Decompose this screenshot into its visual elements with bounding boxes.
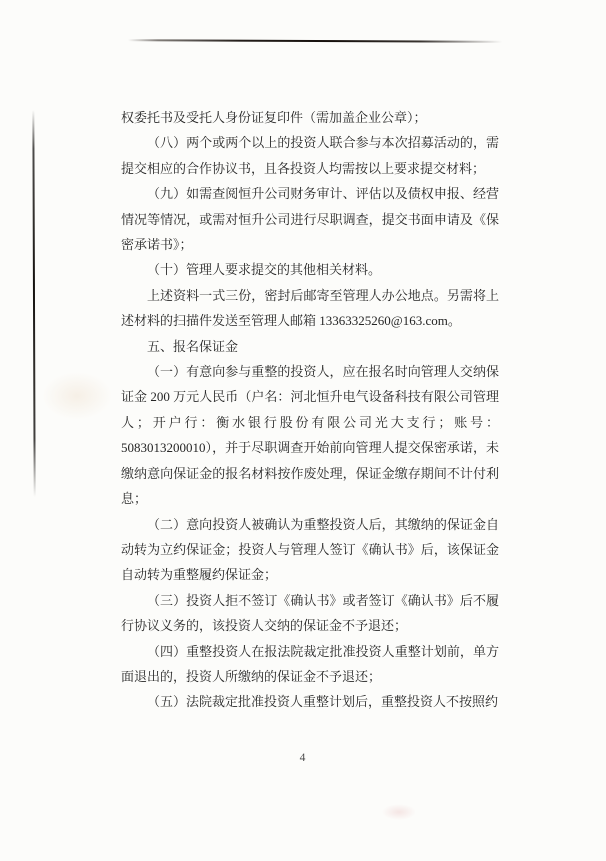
scan-artifact-left-line xyxy=(32,110,35,497)
paragraph-mailing-instructions: 上述资料一式三份，密封后邮寄至管理人办公地点。另需将上述材料的扫描件发送至管理人邮箱 13363325260@163.com。 xyxy=(121,287,499,329)
paragraph-deposit-item-5: （五）法院裁定批准投资人重整计划后，重整投资人不按照约 xyxy=(147,694,499,710)
scan-artifact-top-line xyxy=(128,39,502,43)
paragraph-item-8: （八）两个或两个以上的投资人联合参与本次招募活动的，需提交相应的合作协议书，且各投资人均需按以上要求提交材料； xyxy=(121,135,499,176)
scan-smudge xyxy=(382,804,416,820)
paragraph-deposit-item-4: （四）重整投资人在报法院裁定批准投资人重整计划前，单方面退出的，投资人所缴纳的保证金不予退还； xyxy=(121,643,499,684)
paragraph-deposit-item-2: （二）意向投资人被确认为重整投资人后，其缴纳的保证金自动转为立约保证金；投资人与管理人签订《确认书》后，该保证金自动转为重整履约保证金； xyxy=(121,516,499,583)
paragraph-continuation: 权委托书及受托人身份证复印件（需加盖企业公章）； xyxy=(121,110,427,125)
paragraph-deposit-item-3: （三）投资人拒不签订《确认书》或者签订《确认书》后不履行协议义务的，该投资人交纳的保证金不予退还； xyxy=(121,592,499,634)
page-number: 4 xyxy=(299,752,307,764)
document-text-block xyxy=(121,105,499,715)
paragraph-deposit-item-1: （一）有意向参与重整的投资人，应在报名时向管理人交纳保证金 200 万元人民币（户名：河北恒升电气设备科技有限公司管理人；开户行：衡水银行股份有限公司光大支行；账号：5083013200010），并于尽职调查开始前向管理人提交保密承诺，未缴纳意向保证金的报名材料按作废处理，保证金缴存期间不计付利息； xyxy=(121,364,499,507)
section-heading-deposit: 五、报名保证金 xyxy=(147,338,239,354)
paragraph-item-10: （十）管理人要求提交的其他相关材料。 xyxy=(147,262,382,278)
scan-smudge xyxy=(42,372,112,420)
paragraph-item-9: （九）如需查阅恒升公司财务审计、评估以及债权申报、经营情况等情况，或需对恒升公司进行尽职调查，提交书面申请及《保密承诺书》； xyxy=(121,186,499,253)
